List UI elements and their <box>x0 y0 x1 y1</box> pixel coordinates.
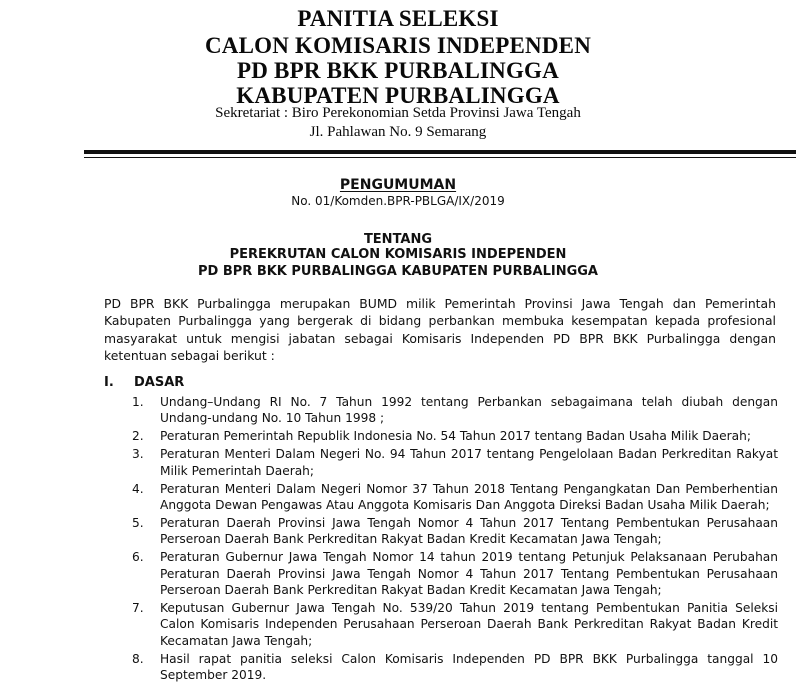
header-secretariat: Sekretariat : Biro Perekonomian Setda Provinsi Jawa Tengah <box>215 105 581 121</box>
list-item: 4. Peraturan Menteri Dalam Negeri Nomor 37 Tahun 2018 Tentang Pengangkatan Dan Pemberhentian Anggota Dewan Pengawas Atau Anggota Komisaris Dan Anggota Direksi Badan Usaha Milik Daerah; <box>132 481 778 512</box>
list-item: 2. Peraturan Pemerintah Republik Indonesia No. 54 Tahun 2017 tentang Badan Usaha Milik Daerah; <box>132 429 751 444</box>
header-line-1: PANITIA SELEKSI <box>297 6 499 31</box>
header-line-4: KABUPATEN PURBALINGGA <box>236 83 560 108</box>
legal-basis-list <box>132 394 778 685</box>
list-item: 1. Undang–Undang RI No. 7 Tahun 1992 tentang Perbankan sebagaimana telah diubah dengan Undang-undang No. 10 Tahun 1998 ; <box>132 395 778 426</box>
list-item: 8. Hasil rapat panitia seleksi Calon Komisaris Independen PD BPR BKK Purbalingga tanggal 10 September 2019. <box>132 651 778 682</box>
list-item: 5. Peraturan Daerah Provinsi Jawa Tengah Nomor 4 Tahun 2017 Tentang Pembentukan Perusahaan Perseroan Daerah Bank Perkreditan Rakyat Badan Kredit Kecamatan Jawa Tengah; <box>132 515 778 547</box>
list-item: 7. Keputusan Gubernur Jawa Tengah No. 539/20 Tahun 2019 tentang Pembentukan Panitia Seleksi Calon Komisaris Independen Perusahaan Perseroan Daerah Bank Perkreditan Rakyat Badan Kredit Kecamatan Jawa Tengah; <box>132 600 778 648</box>
announcement-number: No. 01/Komden.BPR-PBLGA/IX/2019 <box>291 194 505 208</box>
section-number: I. <box>104 375 114 390</box>
section-heading <box>104 374 184 392</box>
list-item: 6. Peraturan Gubernur Jawa Tengah Nomor 14 tahun 2019 tentang Petunjuk Pelaksanaan Perubahan Peraturan Daerah Provinsi Jawa Tengah Nomor 4 Tahun 2017 Tentang Pembentukan Perusahaan Perseroan Daerah Bank Perkreditan Rakyat Badan Kredit Kecamatan Jawa Tengah; <box>132 550 778 597</box>
about-line-2: PD BPR BKK PURBALINGGA KABUPATEN PURBALINGGA <box>198 264 598 279</box>
header-divider-thick <box>84 150 796 154</box>
intro-paragraph: PD BPR BKK Purbalingga merupakan BUMD milik Pemerintah Provinsi Jawa Tengah dan Pemerintah Kabupaten Purbalingga yang bergerak di bidang perbankan membuka kesempatan kepada profesional masyarakat untuk mengisi jabatan sebagai Komisaris Independen PD BPR BKK Purbalingga dengan ketentuan sebagai berikut : <box>104 296 776 363</box>
header-address: Jl. Pahlawan No. 9 Semarang <box>309 124 487 140</box>
section-title: DASAR <box>134 375 185 390</box>
about-label: TENTANG <box>363 232 433 247</box>
announcement-title: PENGUMUMAN <box>339 177 457 193</box>
header-line-2: CALON KOMISARIS INDEPENDEN <box>204 33 592 58</box>
about-line-1: PEREKRUTAN CALON KOMISARIS INDEPENDEN <box>229 247 567 262</box>
header-divider-thin <box>84 157 796 158</box>
header-line-3: PD BPR BKK PURBALINGGA <box>237 58 559 83</box>
list-item: 3. Peraturan Menteri Dalam Negeri No. 94 Tahun 2017 tentang Pengelolaan Badan Perkreditan Rakyat Milik Pemerintah Daerah; <box>132 447 778 478</box>
